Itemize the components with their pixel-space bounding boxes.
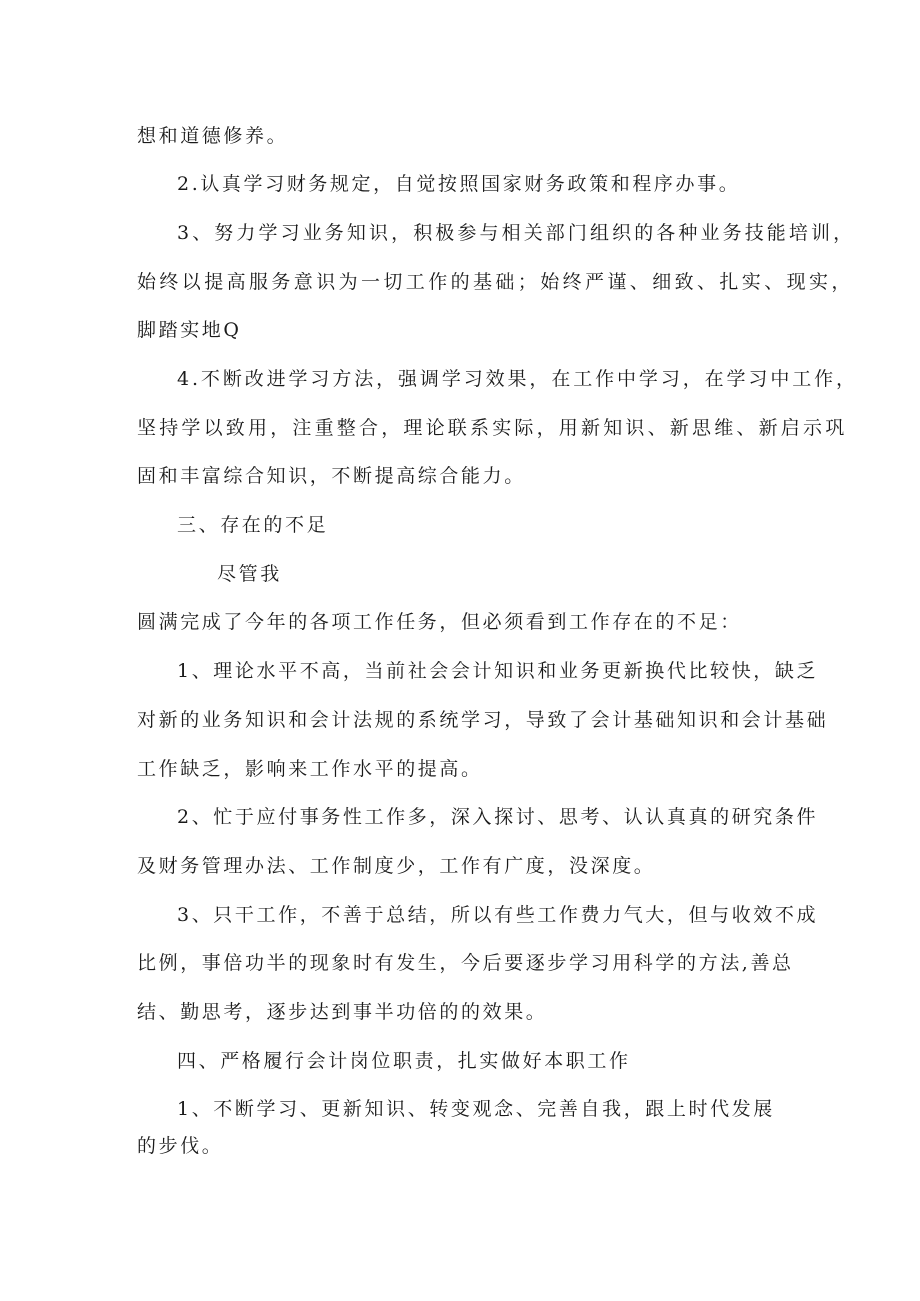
paragraph-line: 脚踏实地Q	[137, 319, 242, 341]
paragraph-line: 始终以提高服务意识为一切工作的基础；始终严谨、细致、扎实、现实，	[137, 271, 854, 293]
paragraph-line: 2、忙于应付事务性工作多，深入探讨、思考、认认真真的研究条件	[177, 806, 819, 828]
paragraph-line: 比例，事倍功半的现象时有发生，今后要逐步学习用科学的方法,善总	[137, 952, 794, 974]
paragraph-line: 1、不断学习、更新知识、转变观念、完善自我，跟上时代发展	[177, 1098, 775, 1120]
paragraph-line: 结、勤思考，逐步达到事半功倍的的效果。	[137, 1001, 548, 1023]
paragraph-line: 对新的业务知识和会计法规的系统学习，导致了会计基础知识和会计基础	[137, 709, 829, 731]
paragraph-line: 圆满完成了今年的各项工作任务，但必须看到工作存在的不足：	[137, 611, 742, 633]
paragraph-line: 3、努力学习业务知识，积极参与相关部门组织的各种业务技能培训，	[177, 222, 856, 244]
paragraph-line: 1、理论水平不高，当前社会会计知识和业务更新换代比较快，缺乏	[177, 660, 819, 682]
paragraph-line: 3、只干工作，不善于总结，所以有些工作费力气大，但与收效不成	[177, 904, 819, 926]
paragraph-line: 2.认真学习财务规定，自觉按照国家财务政策和程序办事。	[177, 173, 741, 195]
paragraph-line: 4.不断改进学习方法，强调学习效果，在工作中学习，在学习中工作，	[177, 368, 858, 390]
paragraph-line: 想和道德修养。	[137, 125, 289, 147]
paragraph-line: 工作缺乏，影响来工作水平的提高。	[137, 758, 483, 780]
paragraph-line: 的步伐。	[137, 1135, 224, 1157]
paragraph-line: 坚持学以致用，注重整合，理论联系实际，用新知识、新思维、新启示巩	[137, 417, 848, 439]
section-heading: 四、严格履行会计岗位职责，扎实做好本职工作	[177, 1050, 631, 1072]
paragraph-line: 固和丰富综合知识，不断提高综合能力。	[137, 465, 526, 487]
paragraph-line: 尽管我	[217, 563, 282, 585]
paragraph-line: 及财务管理办法、工作制度少，工作有广度，没深度。	[137, 855, 656, 877]
section-heading: 三、存在的不足	[177, 514, 329, 536]
